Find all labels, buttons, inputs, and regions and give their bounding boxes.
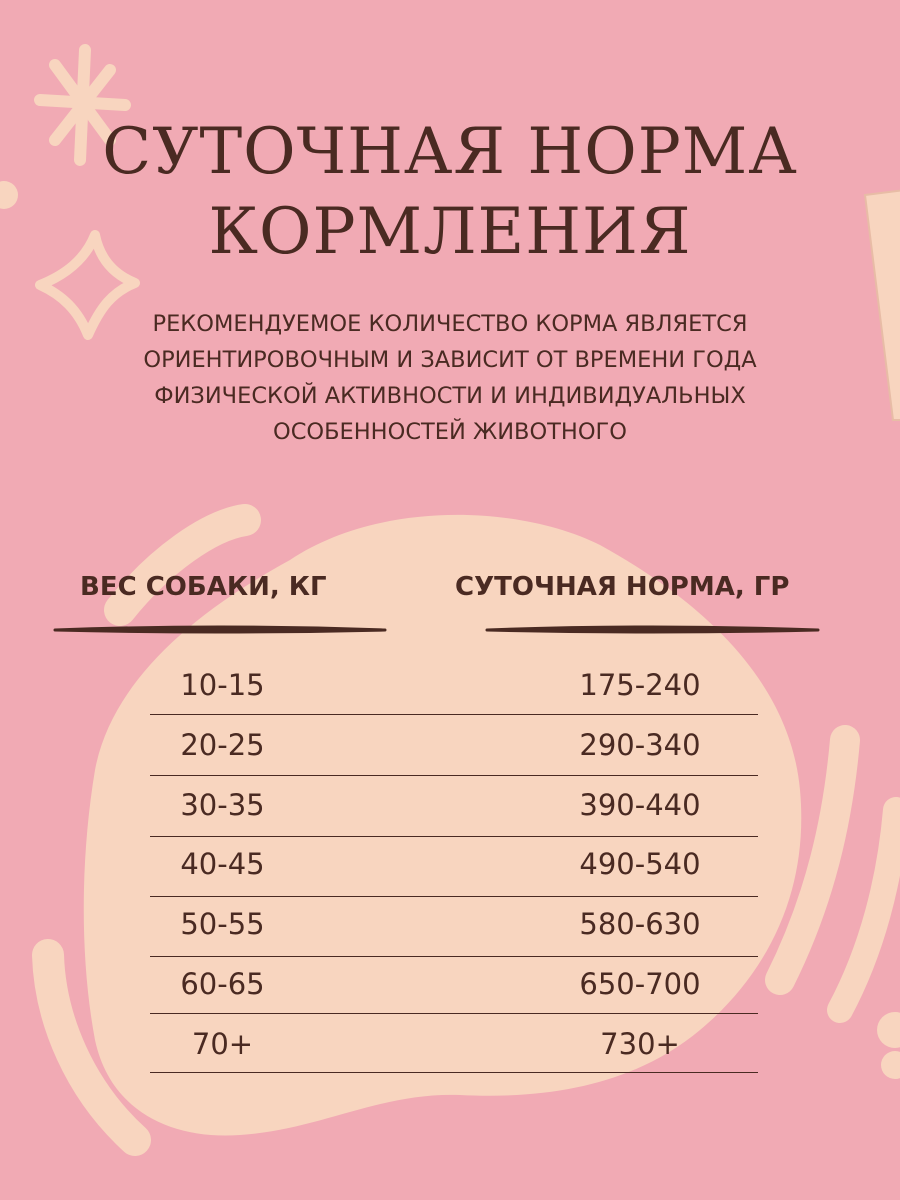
row-divider — [150, 775, 758, 776]
table-cell-norm: 175-240 — [579, 668, 701, 702]
subtitle-line-3: ФИЗИЧЕСКОЙ АКТИВНОСТИ И ИНДИВИДУАЛЬНЫХ — [154, 383, 746, 409]
subtitle-line-1: РЕКОМЕНДУЕМОЕ КОЛИЧЕСТВО КОРМА ЯВЛЯЕТСЯ — [152, 311, 748, 337]
table-cell-norm: 290-340 — [579, 728, 701, 762]
subtitle-line-2: ОРИЕНТИРОВОЧНЫМ И ЗАВИСИТ ОТ ВРЕМЕНИ ГОДА — [143, 347, 757, 373]
arc-stroke-right-2 — [840, 810, 896, 1010]
table-cell-weight: 30-35 — [180, 788, 265, 822]
table-cell-weight: 10-15 — [180, 668, 265, 702]
column-header-norm: СУТОЧНАЯ НОРМА, ГР — [455, 572, 790, 602]
table-cell-norm: 490-540 — [579, 847, 701, 881]
page-title — [0, 112, 900, 272]
table-cell-norm: 650-700 — [579, 967, 701, 1001]
subtitle — [60, 306, 840, 450]
table-cell-norm: 730+ — [600, 1027, 680, 1061]
table-cell-norm: 580-630 — [579, 907, 701, 941]
table-cell-norm: 390-440 — [579, 788, 701, 822]
title-line-1: СУТОЧНАЯ НОРМА — [102, 115, 798, 189]
table-cell-weight: 70+ — [191, 1027, 254, 1061]
table-cell-weight: 40-45 — [180, 847, 265, 881]
table-cell-weight: 60-65 — [180, 967, 265, 1001]
row-divider — [150, 1013, 758, 1014]
header-underline-left — [55, 627, 385, 632]
row-divider — [150, 896, 758, 897]
title-line-2: КОРМЛЕНИЯ — [208, 195, 692, 269]
column-header-weight: ВЕС СОБАКИ, КГ — [80, 572, 327, 602]
splash-circle-2 — [881, 1051, 900, 1079]
header-underline-right — [487, 627, 818, 632]
subtitle-line-4: ОСОБЕННОСТЕЙ ЖИВОТНОГО — [272, 419, 627, 445]
row-divider — [150, 836, 758, 837]
row-divider — [150, 714, 758, 715]
table-cell-weight: 50-55 — [180, 907, 265, 941]
row-divider — [150, 956, 758, 957]
splash-circle-1 — [877, 1012, 900, 1048]
row-divider — [150, 1072, 758, 1073]
table-cell-weight: 20-25 — [180, 728, 265, 762]
